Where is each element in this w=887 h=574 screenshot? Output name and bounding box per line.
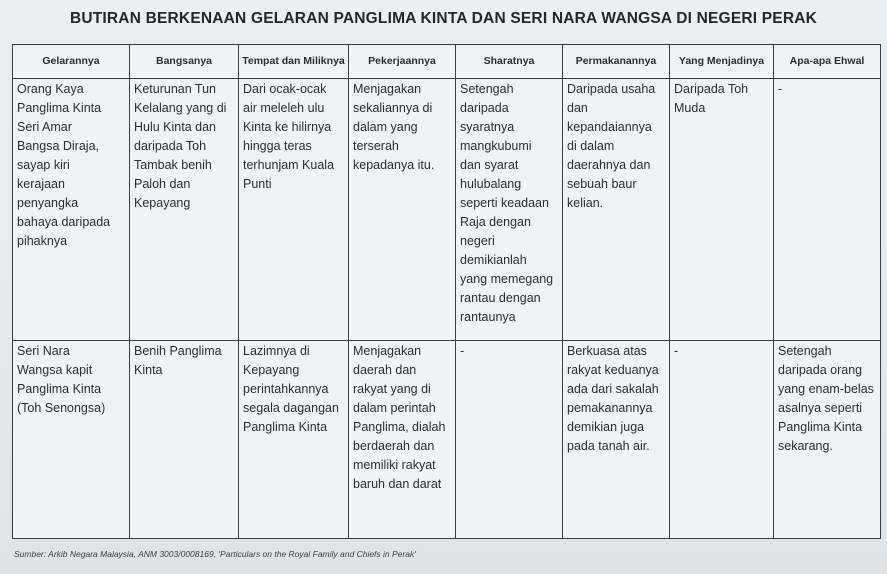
cell-tempat-dan-miliknya: Lazimnya di Kepayang perintahkannya segala dagangan Panglima Kinta	[239, 341, 349, 539]
header-yang-menjadinya: Yang Menjadinya	[670, 45, 774, 79]
cell-permakanannya: Daripada usaha dan kepandaiannya di dalam daerahnya dan sebuah baur kelian.	[563, 79, 670, 341]
cell-bangsanya: Keturunan Tun Kelalang yang di Hulu Kinta dan daripada Toh Tambak benih Paloh dan Kepayang	[130, 79, 239, 341]
chiefs-table	[12, 44, 881, 539]
cell-apa-apa-ehwal: Setengah daripada orang yang enam-belas asalnya seperti Panglima Kinta sekarang.	[774, 341, 881, 539]
header-sharatnya: Sharatnya	[456, 45, 563, 79]
cell-bangsanya: Benih Panglima Kinta	[130, 341, 239, 539]
cell-pekerjaannya: Menjagakan daerah dan rakyat yang di dalam perintah Panglima, dialah berdaerah dan memiliki rakyat baruh dan darat	[349, 341, 456, 539]
cell-permakanannya: Berkuasa atas rakyat keduanya ada dari sakalah pemakanannya demikian juga pada tanah air.	[563, 341, 670, 539]
header-gelarannya: Gelarannya	[13, 45, 130, 79]
source-citation: Sumber: Arkib Negara Malaysia, ANM 3003/0008169, 'Particulars on the Royal Family and Chiefs in Perak'	[14, 549, 416, 559]
table-header-row	[13, 45, 881, 79]
cell-gelarannya: Seri Nara Wangsa kapit Panglima Kinta (Toh Senongsa)	[13, 341, 130, 539]
cell-yang-menjadinya: -	[670, 341, 774, 539]
cell-apa-apa-ehwal: -	[774, 79, 881, 341]
cell-tempat-dan-miliknya: Dari ocak-ocak air meleleh ulu Kinta ke hilirnya hingga teras terhunjam Kuala Punti	[239, 79, 349, 341]
document-title: BUTIRAN BERKENAAN GELARAN PANGLIMA KINTA DAN SERI NARA WANGSA DI NEGERI PERAK	[69, 10, 818, 27]
cell-gelarannya: Orang Kaya Panglima Kinta Seri Amar Bangsa Diraja, sayap kiri kerajaan penyangka bahaya daripada pihaknya	[13, 79, 130, 341]
header-pekerjaannya: Pekerjaannya	[349, 45, 456, 79]
cell-yang-menjadinya: Daripada Toh Muda	[670, 79, 774, 341]
cell-sharatnya: -	[456, 341, 563, 539]
table-row	[13, 79, 881, 341]
header-tempat-dan-miliknya: Tempat dan Miliknya	[239, 45, 349, 79]
header-bangsanya: Bangsanya	[130, 45, 239, 79]
cell-sharatnya: Setengah daripada syaratnya mangkubumi dan syarat hulubalang seperti keadaan Raja dengan negeri demikianlah yang memegang rantau dengan rantaunya	[456, 79, 563, 341]
cell-pekerjaannya: Menjagakan sekaliannya di dalam yang terserah kepadanya itu.	[349, 79, 456, 341]
table-row	[13, 341, 881, 539]
header-apa-apa-ehwal: Apa-apa Ehwal	[774, 45, 881, 79]
header-permakanannya: Permakanannya	[563, 45, 670, 79]
